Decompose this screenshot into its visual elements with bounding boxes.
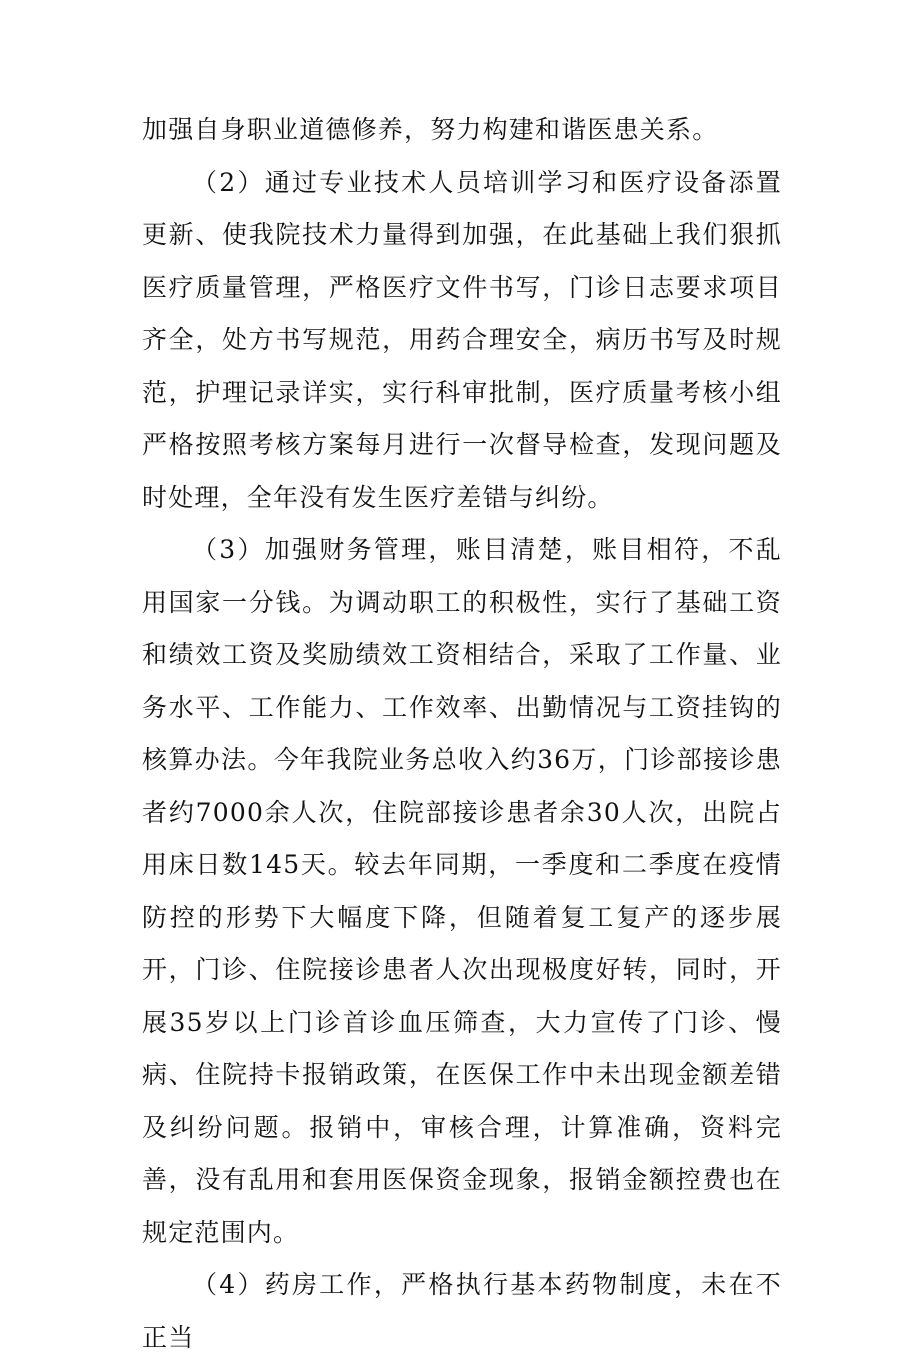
- paragraph-3-financial-management: （3）加强财务管理，账目清楚，账目相符，不乱用国家一分钱。为调动职工的积极性，实行了基础工资和绩效工资及奖励绩效工资相结合，采取了工作量、业务水平、工作能力、工作效率、出勤情况与工资挂钩的核算办法。今年我院业务总收入约36万，门诊部接诊患者约7000余人次，住院部接诊患者余30人次，出院占用床日数145天。较去年同期，一季度和二季度在疫情防控的形势下大幅度下降，但随着复工复产的逐步展开，门诊、住院接诊患者人次出现极度好转，同时，开展35岁以上门诊首诊血压筛查，大力宣传了门诊、慢病、住院持卡报销政策，在医保工作中未出现金额差错及纠纷问题。报销中，审核合理，计算准确，资料完善，没有乱用和套用医保资金现象，报销金额控费也在规定范围内。: [142, 535, 782, 1247]
- paragraph-continuation: 加强自身职业道德修养，努力构建和谐医患关系。: [142, 115, 719, 144]
- document-body: [142, 104, 782, 1364]
- paragraph-4-pharmacy-work: （4）药房工作，严格执行基本药物制度，未在不正当: [142, 1270, 782, 1352]
- paragraph-2-medical-quality: （2）通过专业技术人员培训学习和医疗设备添置更新、使我院技术力量得到加强，在此基础上我们狠抓医疗质量管理，严格医疗文件书写，门诊日志要求项目齐全，处方书写规范，用药合理安全，病历书写及时规范，护理记录详实，实行科审批制，医疗质量考核小组严格按照考核方案每月进行一次督导检查，发现问题及时处理，全年没有发生医疗差错与纠纷。: [142, 167, 782, 512]
